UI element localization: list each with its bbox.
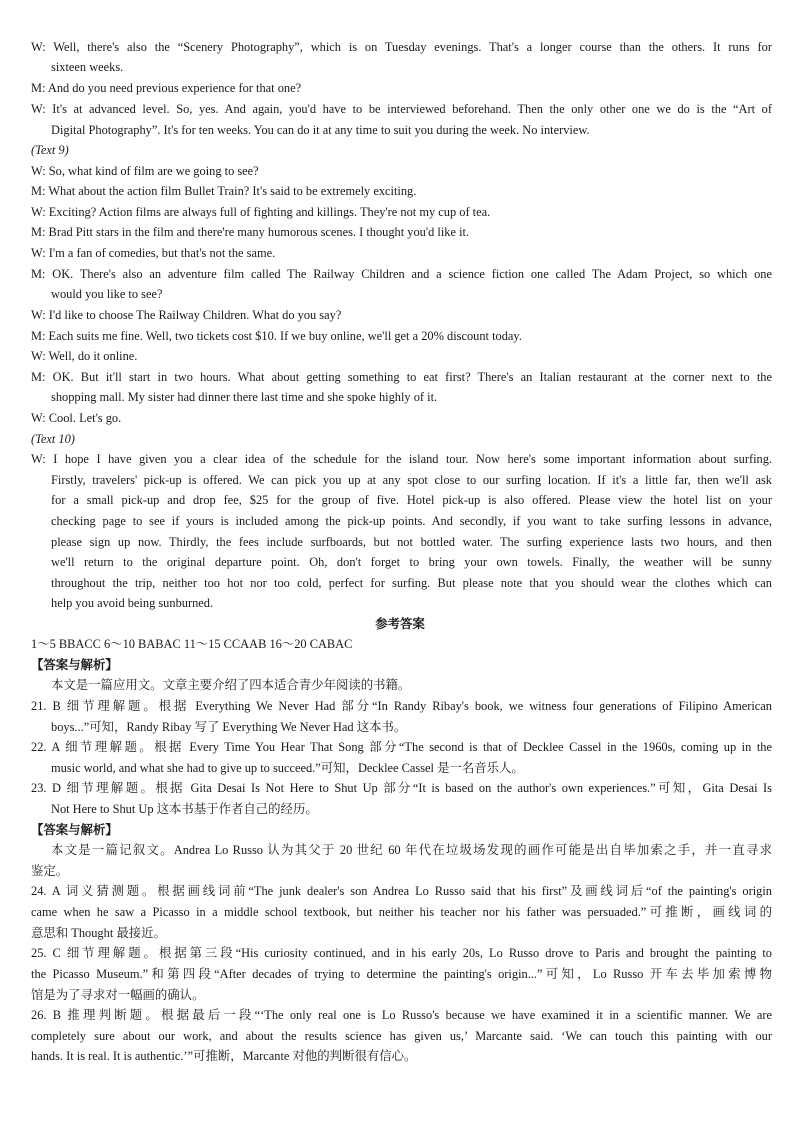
- answer-key-heading: 参考答案: [375, 617, 425, 631]
- section-label: (Text 10): [31, 432, 75, 446]
- text-line: hands. It is real. It is authentic.’”可推断，Marcante 对他的判断很有信心。: [31, 1049, 417, 1063]
- text-line: completely sure about our work, and about the results science has given us,’ Marcante said. ‘We can touch this painting with our: [31, 1029, 772, 1043]
- text-line: for a small pick-up and drop fee, $25 for the group of five. Hotel pick-up is also offered. Please view the hotel list on your: [51, 493, 772, 507]
- text-line: W: Exciting? Action films are always full of fighting and killings. They're not my cup of tea.: [31, 205, 491, 219]
- text-line: 26. B 推理判断题。根据最后一段“‘The only real one is Lo Russo's because we have examined it in a scientific manner. We are: [31, 1008, 772, 1022]
- text-line: 意思和 Thought 最接近。: [31, 926, 166, 940]
- text-line: W: Well, do it online.: [31, 349, 138, 363]
- text-line: checking page to see if yours is included among the pick-up points. And secondly, if you want to take surfing lessons in advance,: [51, 514, 772, 528]
- text-line: M: OK. There's also an adventure film called The Railway Children and a science fiction one called The Adam Project, so which one: [31, 267, 772, 281]
- text-line: 21. B 细节理解题。根据 Everything We Never Had 部分“In Randy Ribay's book, we witness four generations of Filipino American: [31, 699, 772, 713]
- text-line: we'll return to the original departure point. Oh, don't forget to bring your own towels. Finally, the weather will be sunny: [51, 555, 772, 569]
- text-line: Firstly, travelers' pick-up is offered. We can pick you up at any spot close to our surfing location. If it's a little far, then we'll ask: [51, 473, 772, 487]
- text-line: throughout the trip, neither too hot nor too cold, perfect for surfing. But please note that you should wear the clothes which can: [51, 576, 772, 590]
- text-line: please sign up now. Thirdly, the fees include surfboards, but not bottled water. The surfing experience lasts two hours, and then: [51, 535, 772, 549]
- text-line: M: Brad Pitt stars in the film and there're many humorous scenes. I thought you'd like it.: [31, 225, 470, 239]
- text-line: 22. A 细节理解题。根据 Every Time You Hear That Song 部分“The second is that of Decklee Cassel in the 1960s, coming up in the: [31, 740, 772, 754]
- text-line: the Picasso Museum.”和第四段“After decades of trying to determine the painting's origin...”可知，Lo Russo 开车去毕加索博物: [31, 967, 772, 981]
- text-line: 23. D 细节理解题。根据 Gita Desai Is Not Here to Shut Up 部分“It is based on the author's own experiences.”可知，Gita Desai Is: [31, 781, 772, 795]
- text-line: M: Each suits me fine. Well, two tickets cost $10. If we buy online, we'll get a 20% discount today.: [31, 329, 522, 343]
- text-line: W: I hope I have given you a clear idea of the schedule for the island tour. Now here's some important information about surfing.: [31, 452, 772, 466]
- section-label: (Text 9): [31, 143, 69, 157]
- text-line: came when he saw a Picasso in a middle school textbook, but neither his teacher nor his father was persuaded.”可推断，画线词的: [31, 905, 772, 919]
- text-line: Not Here to Shut Up 这本书基于作者自己的经历。: [51, 802, 318, 816]
- text-line: M: OK. But it'll start in two hours. What about getting something to eat first? There's an Italian restaurant at the corner next to the: [31, 370, 772, 384]
- text-line: W: Cool. Let's go.: [31, 411, 122, 425]
- text-line: sixteen weeks.: [51, 60, 124, 74]
- text-line: W: I'm a fan of comedies, but that's not the same.: [31, 246, 276, 260]
- text-line: W: I'd like to choose The Railway Children. What do you say?: [31, 308, 342, 322]
- text-line: W: So, what kind of film are we going to see?: [31, 164, 259, 178]
- text-line: M: What about the action film Bullet Train? It's said to be extremely exciting.: [31, 184, 417, 198]
- text-line: M: And do you need previous experience for that one?: [31, 81, 302, 95]
- text-line: W: It's at advanced level. So, yes. And again, you'd have to be interviewed beforehand. Then the only other one we do is the “Art of: [31, 102, 772, 116]
- analysis-heading: 【答案与解析】: [31, 658, 118, 672]
- text-line: 馆是为了寻求对一幅画的确认。: [31, 988, 205, 1002]
- text-line: would you like to see?: [51, 287, 163, 301]
- text-line: music world, and what she had to give up to succeed.”可知，Decklee Cassel 是一名音乐人。: [51, 761, 524, 775]
- text-line: W: Well, there's also the “Scenery Photography”, which is on Tuesday evenings. That's a longer course than the others. It runs for: [31, 40, 772, 54]
- text-line: help you avoid being sunburned.: [51, 596, 214, 610]
- text-line: shopping mall. My sister had dinner there last time and she spoke highly of it.: [51, 390, 438, 404]
- analysis-heading: 【答案与解析】: [31, 823, 118, 837]
- answer-key-line: 1～5 BBACC 6～10 BABAC 11～15 CCAAB 16～20 CABAC: [31, 637, 353, 651]
- text-line: Digital Photography”. It's for ten weeks. You can do it at any time to suit you during the week. No interview.: [51, 123, 590, 137]
- text-line: 25. C 细节理解题。根据第三段“His curiosity continued, and in his early 20s, Lo Russo drove to Paris and brought the painting to: [31, 946, 772, 960]
- text-line: boys...”可知，Randy Ribay 写了 Everything We Never Had 这本书。: [51, 720, 407, 734]
- text-line: 24. A 词义猜测题。根据画线词前“The junk dealer's son Andrea Lo Russo said that his first”及画线词后“of the painting's origin: [31, 884, 772, 898]
- text-line: 本文是一篇应用文。文章主要介绍了四本适合青少年阅读的书籍。: [51, 678, 411, 692]
- text-line: 鉴定。: [31, 864, 69, 878]
- text-line: 本文是一篇记叙文。Andrea Lo Russo 认为其父于 20 世纪 60 年代在垃圾场发现的画作可能是出自毕加索之手，并一直寻求: [51, 843, 772, 857]
